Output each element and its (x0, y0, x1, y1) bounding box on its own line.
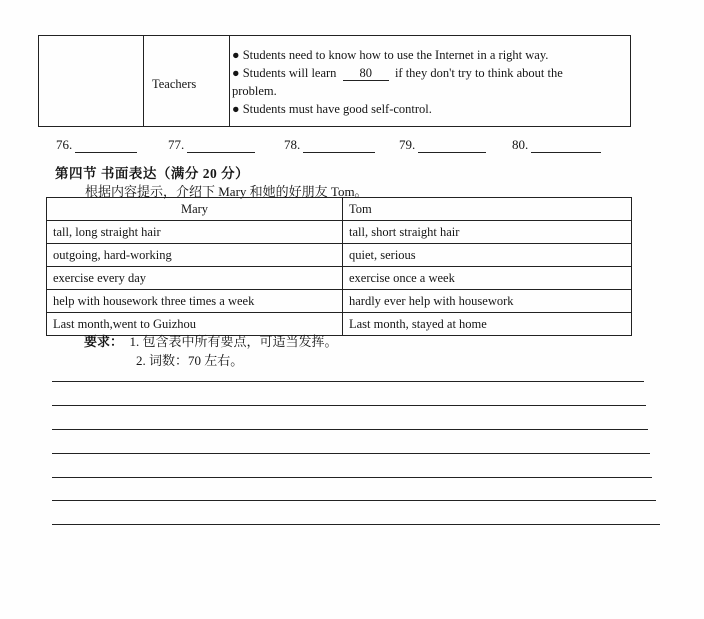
role-cell (144, 36, 230, 126)
header-tom: Tom (343, 198, 632, 221)
blank-80[interactable]: 80 (343, 67, 389, 81)
point-2-text-a: Students will learn (242, 66, 337, 80)
cell-mary: outgoing, hard-working (47, 244, 343, 267)
requirements-label: 要求： (84, 334, 124, 349)
point-1-text: Students need to know how to use the Internet in a right way. (242, 48, 549, 62)
answer-77-blank[interactable] (187, 140, 255, 153)
role-label: Teachers (152, 77, 197, 91)
table-row (47, 290, 632, 313)
answer-79-label: 79. (399, 137, 416, 152)
cell-tom: quiet, serious (343, 244, 632, 267)
section-heading: 第四节 书面表达（满分 20 分） (55, 166, 250, 181)
requirement-2: 2. 词数：70 左右。 (136, 353, 244, 368)
cell-mary: Last month,went to Guizhou (47, 313, 343, 336)
answer-76 (56, 137, 137, 153)
table-row (47, 267, 632, 290)
cell-tom: hardly ever help with housework (343, 290, 632, 313)
writing-line[interactable] (52, 477, 652, 478)
requirements (84, 331, 338, 350)
point-2-cont: problem. (232, 84, 277, 98)
point-1 (232, 46, 624, 64)
writing-line[interactable] (52, 429, 648, 430)
cell-tom: tall, short straight hair (343, 221, 632, 244)
answer-76-blank[interactable] (75, 140, 137, 153)
answer-76-label: 76. (56, 137, 73, 152)
point-2 (232, 64, 624, 82)
writing-line[interactable] (52, 524, 660, 525)
answer-80-label: 80. (512, 137, 529, 152)
requirement-1: 1. 包含表中所有要点，可适当发挥。 (129, 334, 338, 349)
answer-77 (168, 137, 255, 153)
bullet-icon: ● (232, 102, 240, 116)
empty-cell (39, 36, 144, 126)
table-header-row (47, 198, 632, 221)
answer-77-label: 77. (168, 137, 185, 152)
point-2-text-b: if they don't try to think about the (394, 66, 563, 80)
answer-78 (284, 137, 375, 153)
section-intro: 根据内容提示，介绍下 Mary 和她的好朋友 Tom。 (85, 184, 368, 199)
compare-table (46, 197, 632, 336)
bullet-icon: ● (232, 66, 240, 80)
cell-tom: Last month, stayed at home (343, 313, 632, 336)
cell-mary: help with housework three times a week (47, 290, 343, 313)
cell-mary: exercise every day (47, 267, 343, 290)
answer-78-blank[interactable] (303, 140, 375, 153)
table-row (47, 221, 632, 244)
point-3 (232, 100, 624, 118)
points-cell (232, 46, 624, 118)
header-mary: Mary (47, 198, 343, 221)
cell-tom: exercise once a week (343, 267, 632, 290)
writing-line[interactable] (52, 453, 650, 454)
cell-mary: tall, long straight hair (47, 221, 343, 244)
top-table-fragment (38, 35, 631, 127)
bullet-icon: ● (232, 48, 240, 62)
writing-line[interactable] (52, 405, 646, 406)
answer-80 (512, 137, 601, 153)
answer-79-blank[interactable] (418, 140, 486, 153)
table-row (47, 244, 632, 267)
answer-79 (399, 137, 486, 153)
point-3-text: Students must have good self-control. (242, 102, 432, 116)
writing-line[interactable] (52, 381, 644, 382)
writing-line[interactable] (52, 500, 656, 501)
answer-78-label: 78. (284, 137, 301, 152)
answer-80-blank[interactable] (531, 140, 601, 153)
